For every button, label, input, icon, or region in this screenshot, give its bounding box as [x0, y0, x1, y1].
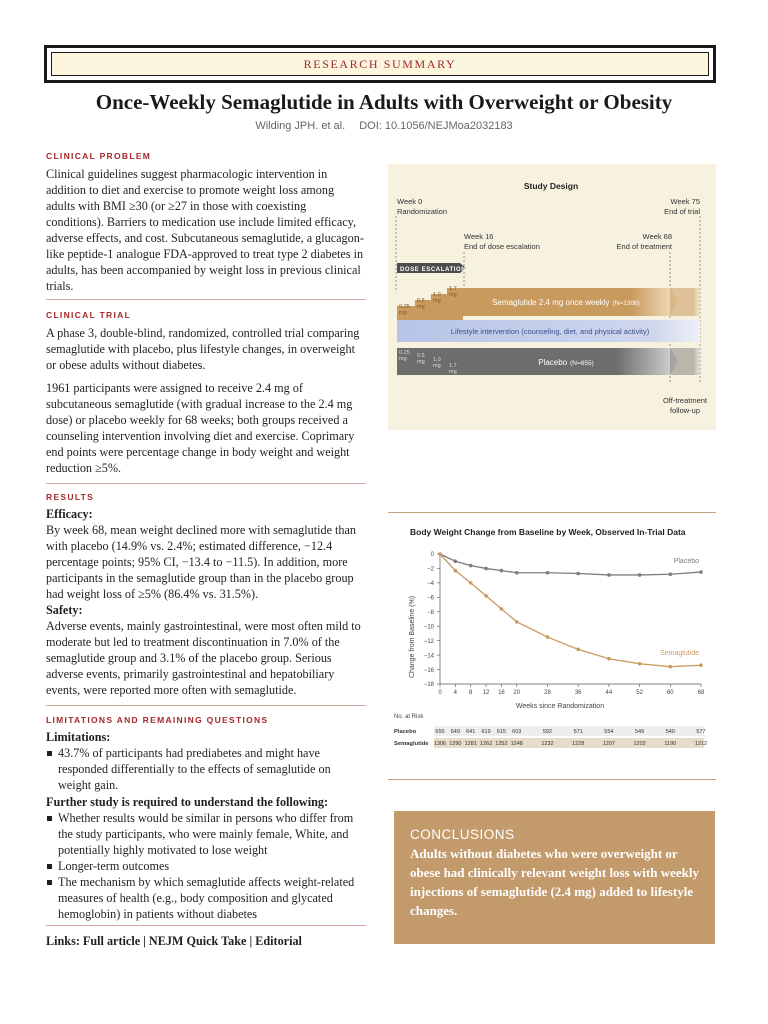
at-risk-value: 619 [481, 729, 491, 735]
at-risk-value: 571 [573, 729, 583, 735]
clinical-problem-heading: CLINICAL PROBLEM [46, 151, 152, 161]
placebo-followup [670, 348, 700, 375]
dose-label: 1.0 [433, 357, 441, 363]
list-item: Longer-term outcomes [46, 858, 366, 874]
clinical-trial-p2: 1961 participants were assigned to receive 2.4 mg of subcutaneous semaglutide (with gradual increase to the 2.4 mg dose) or placebo weekly for 68 weeks; both groups received a counseling intervention involving diet and exercise. Coprimary end points were percentage change in body weight and weight reduction ≥5%. [46, 381, 355, 475]
week0-label: Week 0 [397, 197, 423, 206]
placebo-arm-n: (N=655) [570, 360, 594, 367]
byline [0, 120, 768, 132]
link-separator: | [143, 934, 146, 948]
editorial-link[interactable]: Editorial [255, 934, 302, 948]
data-point [668, 665, 672, 669]
at-risk-value: 655 [435, 729, 445, 735]
data-point [638, 573, 642, 577]
further-study-list [46, 810, 366, 922]
at-risk-value: 641 [466, 729, 476, 735]
placebo-arm-name: Placebo [538, 358, 568, 367]
at-risk-value: 1281 [464, 741, 477, 747]
efficacy-label: Efficacy: [46, 507, 93, 521]
divider [388, 512, 716, 513]
clinical-problem-text [46, 166, 366, 294]
at-risk-value: 1262 [479, 741, 493, 747]
x-tick-label: 0 [438, 690, 442, 696]
dose-label: 1.0 [433, 292, 441, 298]
data-point [699, 570, 703, 574]
week68-sublabel: End of treatment [616, 242, 672, 251]
at-risk-row-name: Placebo [394, 729, 417, 735]
sema-arm-n: (N=1306) [612, 300, 640, 307]
data-point [454, 559, 458, 563]
chart-title: Body Weight Change from Baseline by Week, Observed In-Trial Data [410, 527, 686, 537]
at-risk-value: 603 [512, 729, 522, 735]
data-point [500, 569, 504, 573]
data-point [546, 571, 550, 575]
week16-label: Week 16 [464, 232, 494, 241]
sema-followup [670, 288, 700, 316]
links-label: Links: [46, 934, 80, 948]
data-point [438, 552, 442, 556]
x-tick-label: 8 [469, 690, 473, 696]
x-tick-label: 60 [666, 690, 674, 696]
y-tick-label: −18 [423, 682, 434, 689]
clinical-problem-paragraph: Clinical guidelines suggest pharmacologic intervention in addition to diet and exercise to promote weight loss among adults with BMI ≥30 (or ≥27 in those with coexisting conditions). Barriers to medication use include limited efficacy, adverse effects, and cost. Subcutaneous semaglutide, a glucagon-like peptide-1 analogue FDA-approved to treat type 2 diabetes in adults, has been accompanied by weight loss in previous clinical trials. [46, 167, 364, 293]
dose-unit: mg [399, 356, 407, 362]
dose-unit: mg [417, 304, 425, 310]
at-risk-value: 592 [542, 729, 553, 735]
study-design-diagram [388, 164, 716, 430]
at-risk-value: 1190 [664, 741, 677, 747]
clinical-trial-p1: A phase 3, double-blind, randomized, controlled trial comparing semaglutide with placebo, plus lifestyle changes, in overweight or obese adults without diabetes. [46, 326, 360, 372]
dose-escalation-label: DOSE ESCALATION [400, 267, 467, 273]
data-point [576, 648, 580, 652]
at-risk-value: 1203 [633, 741, 646, 747]
safety-text: Adverse events, mainly gastrointestinal, were most often mild to moderate but led to treatment discontinuation in 7.0% of the semaglutide group and 3.1% of the placebo group. Serious adverse events, primarily gastrointestinal and hepatobiliary events, were reported more often with semaglutide. [46, 619, 361, 697]
data-point [484, 567, 488, 571]
y-tick-label: −14 [423, 653, 434, 660]
divider [46, 925, 366, 926]
y-tick-label: −10 [423, 624, 434, 631]
data-point [515, 571, 519, 575]
at-risk-value: 1290 [449, 741, 462, 747]
results-text [46, 506, 366, 698]
y-tick-label: −8 [427, 609, 434, 616]
limitations-label: Limitations: [46, 730, 111, 744]
conclusions-box [394, 811, 715, 944]
dose-unit: mg [417, 359, 425, 365]
x-tick-label: 20 [513, 690, 521, 696]
x-tick-label: 52 [636, 690, 643, 696]
y-tick-label: 0 [430, 552, 434, 559]
week75-sublabel: End of trial [664, 207, 700, 216]
x-tick-label: 12 [482, 690, 490, 696]
x-tick-label: 4 [453, 690, 458, 696]
data-point [576, 572, 580, 576]
data-point [484, 594, 488, 598]
week16-sublabel: End of dose escalation [464, 242, 540, 251]
banner [44, 45, 716, 83]
data-point [668, 572, 672, 576]
at-risk-value: 554 [604, 729, 614, 735]
data-point [469, 564, 473, 568]
dose-label: 1.7 [449, 286, 457, 292]
limitations-list [46, 745, 366, 793]
series-label: Semaglutide [660, 650, 699, 658]
divider [388, 779, 716, 780]
series-label: Placebo [673, 558, 699, 566]
week75-label: Week 75 [670, 197, 700, 206]
study-design-title: Study Design [523, 181, 579, 191]
dose-unit: mg [399, 310, 407, 316]
further-study-label: Further study is required to understand the following: [46, 795, 329, 809]
page-title: Once-Weekly Semaglutide in Adults with Overweight or Obesity [95, 90, 673, 114]
quick-take-link[interactable]: NEJM Quick Take [148, 934, 247, 948]
weight-change-chart [388, 513, 716, 779]
data-point [454, 569, 458, 573]
clinical-trial-text [46, 325, 366, 476]
clinical-trial-heading: CLINICAL TRIAL [46, 310, 132, 320]
list-item: Whether results would be similar in persons who differ from the study participants, who were mainly female, White, and potentially highly motivated to lose weight [46, 810, 366, 858]
dose-label: 0.5 [417, 353, 425, 359]
authors: Wilding JPH. et al. [255, 120, 346, 132]
link-separator: | [249, 934, 253, 948]
data-point [607, 573, 611, 577]
series-line-placebo [440, 554, 701, 575]
banner-label: RESEARCH SUMMARY [303, 56, 457, 71]
data-point [638, 662, 642, 666]
x-tick-label: 44 [605, 690, 613, 696]
week0-sublabel: Randomization [397, 207, 448, 216]
weight-change-chart-panel [388, 513, 716, 780]
dose-label: 1.7 [449, 363, 457, 369]
dose-unit: mg [433, 298, 441, 304]
dose-unit: mg [449, 292, 457, 298]
at-risk-value: 615 [496, 729, 507, 735]
data-point [515, 620, 519, 624]
y-tick-label: −2 [427, 566, 434, 573]
efficacy-text: By week 68, mean weight declined more with semaglutide than with placebo (14.9% vs. 2.4%; estimated difference, −12.4 percentage points; 95% CI, −13.4 to −11.5). In addition, more participants in the semaglutide group than in the placebo group had weight loss of ≥5% (86.4% vs. 31.5%). [46, 523, 357, 601]
x-tick-label: 28 [544, 690, 551, 696]
conclusions-heading: CONCLUSIONS [410, 827, 515, 842]
followup-label: follow-up [669, 406, 701, 415]
x-tick-label: 68 [697, 690, 705, 696]
safety-label: Safety: [46, 603, 83, 617]
data-point [469, 581, 473, 585]
banner-inner [51, 52, 709, 76]
data-point [500, 607, 504, 611]
divider [46, 705, 366, 706]
conclusions-text: Adults without diabetes who were overweight or obese had clinically relevant weight loss with weekly injections of semaglutide (2.4 mg) added to lifestyle changes. [410, 846, 700, 918]
list-item: 43.7% of participants had prediabetes and might have responded differentially to the effects of semaglutide on weight gain. [46, 745, 366, 793]
at-risk-value: 649 [450, 729, 460, 735]
x-tick-label: 16 [498, 690, 505, 696]
x-axis-label: Weeks since Randomization [515, 703, 605, 710]
at-risk-value: 1212 [694, 741, 708, 747]
doi[interactable]: DOI: 10.1056/NEJMoa2032183 [359, 120, 513, 132]
sema-arm-name: Semaglutide 2.4 mg once weekly [492, 298, 610, 307]
placebo-arm-label [538, 358, 594, 367]
limitations-heading: LIMITATIONS AND REMAINING QUESTIONS [46, 715, 269, 725]
divider [46, 299, 366, 300]
list-item: The mechanism by which semaglutide affects weight-related measures of health (e.g., body composition and glycated hemoglobin) in patients without diabetes [46, 874, 366, 922]
semaglutide-arm-label [492, 298, 640, 307]
dose-label: 0.25 [399, 350, 410, 356]
dose-unit: mg [433, 363, 441, 369]
lifestyle-label: Lifestyle intervention (counseling, diet, and physical activity) [450, 327, 650, 336]
results-heading: RESULTS [46, 492, 95, 502]
at-risk-value: 540 [665, 729, 675, 735]
at-risk-value: 1306 [433, 741, 447, 747]
data-point [607, 657, 611, 661]
at-risk-value: 1228 [572, 741, 585, 747]
at-risk-value: 549 [634, 729, 645, 735]
y-tick-label: −6 [427, 595, 434, 602]
y-tick-label: −4 [427, 581, 434, 588]
at-risk-row-name: Semaglutide [394, 741, 429, 747]
week68-label: Week 68 [642, 232, 672, 241]
data-point [699, 663, 703, 667]
off-treatment-label: Off-treatment [662, 396, 708, 405]
divider [46, 483, 366, 484]
at-risk-label: No. at Risk [394, 714, 424, 720]
limitations-text [46, 729, 366, 922]
data-point [546, 635, 550, 639]
y-tick-label: −16 [423, 667, 434, 674]
x-tick-label: 36 [574, 690, 582, 696]
study-design-panel [388, 164, 716, 430]
at-risk-value: 577 [696, 729, 706, 735]
y-tick-label: −12 [423, 638, 434, 645]
dose-unit: mg [449, 369, 457, 375]
links-bar [46, 934, 302, 949]
dose-label: 0.5 [417, 298, 425, 304]
at-risk-value: 1248 [510, 741, 523, 747]
full-article-link[interactable]: Full article [82, 934, 141, 948]
at-risk-value: 1232 [541, 741, 554, 747]
at-risk-value: 1252 [495, 741, 508, 747]
at-risk-value: 1207 [602, 741, 616, 747]
y-axis-label: Change from Baseline (%) [409, 595, 416, 679]
dose-label: 0.25 [399, 304, 410, 310]
